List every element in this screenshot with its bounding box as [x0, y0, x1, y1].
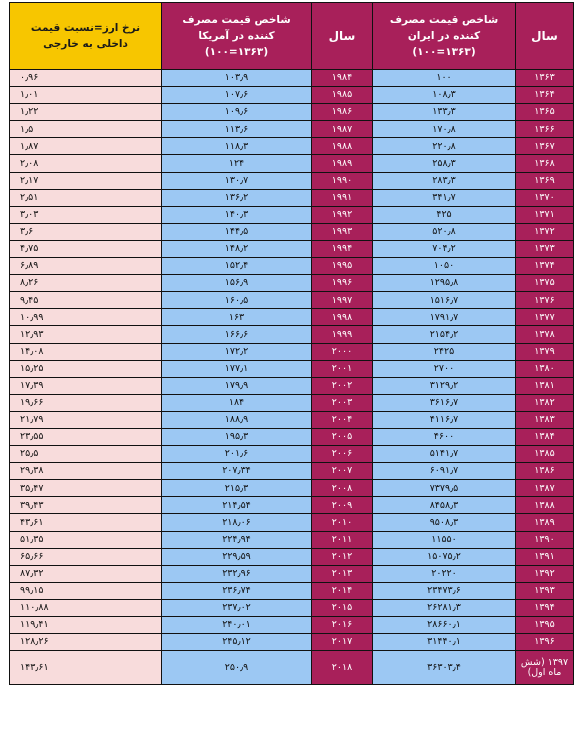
cell-iran-cpi: ۸۴۵۸٫۳: [373, 497, 516, 514]
cell-exchange-rate: ۳۵٫۴۷: [10, 480, 162, 497]
cell-iran-year: ۱۳۶۳: [516, 70, 574, 87]
cell-iran-cpi: ۲۲۰٫۸: [373, 138, 516, 155]
cell-iran-cpi: ۴۶۰۰: [373, 428, 516, 445]
cell-us-cpi: ۲۲۴٫۹۴: [162, 531, 312, 548]
cell-iran-year: ۱۳۹۲: [516, 565, 574, 582]
cell-iran-cpi: ۲۶۲۸۱٫۳: [373, 599, 516, 616]
cell-us-year: ۲۰۱۷: [312, 634, 373, 651]
cell-iran-year: ۱۳۸۷: [516, 480, 574, 497]
table-row: [10, 394, 574, 411]
cell-us-cpi: ۲۰۷٫۳۴: [162, 463, 312, 480]
cell-us-cpi: ۱۰۳٫۹: [162, 70, 312, 87]
cell-exchange-rate: ۹٫۴۵: [10, 292, 162, 309]
table-row: [10, 121, 574, 138]
cell-iran-year: ۱۳۷۳: [516, 240, 574, 257]
table-row: [10, 87, 574, 104]
cell-exchange-rate: ۱٫۸۷: [10, 138, 162, 155]
cell-iran-year: ۱۳۸۰: [516, 360, 574, 377]
cell-us-cpi: ۲۰۱٫۶: [162, 446, 312, 463]
cell-exchange-rate: ۰٫۹۶: [10, 70, 162, 87]
table-row: [10, 206, 574, 223]
cell-exchange-rate: ۱٫۲۲: [10, 104, 162, 121]
cell-iran-cpi: ۲۸۳٫۳: [373, 172, 516, 189]
cpi-table-container: [9, 2, 569, 685]
cell-us-cpi: ۱۷۲٫۲: [162, 343, 312, 360]
cell-exchange-rate: ۲۳٫۵۵: [10, 428, 162, 445]
cell-iran-year: ۱۳۷۵: [516, 275, 574, 292]
cell-iran-cpi: ۱۰۸٫۳: [373, 87, 516, 104]
cell-us-cpi: ۱۷۷٫۱: [162, 360, 312, 377]
table-row: [10, 634, 574, 651]
table-row: [10, 172, 574, 189]
cell-us-cpi: ۱۳۶٫۲: [162, 189, 312, 206]
table-row: [10, 377, 574, 394]
cell-exchange-rate: ۵۱٫۳۵: [10, 531, 162, 548]
cell-iran-year: ۱۳۸۳: [516, 411, 574, 428]
cell-iran-cpi: ۲۵۸٫۳: [373, 155, 516, 172]
cell-iran-year: ۱۳۸۵: [516, 446, 574, 463]
cell-exchange-rate: ۴۳٫۶۱: [10, 514, 162, 531]
cell-us-cpi: ۱۱۳٫۶: [162, 121, 312, 138]
table-row: [10, 326, 574, 343]
cell-us-cpi: ۲۴۵٫۱۲: [162, 634, 312, 651]
table-row: [10, 292, 574, 309]
cell-iran-year: ۱۳۶۵: [516, 104, 574, 121]
cell-exchange-rate: ۱۲٫۹۳: [10, 326, 162, 343]
cell-us-cpi: ۲۱۴٫۵۴: [162, 497, 312, 514]
cell-iran-cpi: ۱۷۹۱٫۷: [373, 309, 516, 326]
table-row: [10, 565, 574, 582]
table-row: [10, 582, 574, 599]
cell-exchange-rate: ۱۱۹٫۴۱: [10, 617, 162, 634]
cell-iran-year: ۱۳۸۴: [516, 428, 574, 445]
cell-us-year: ۱۹۹۳: [312, 223, 373, 240]
cell-us-cpi: ۲۲۹٫۵۹: [162, 548, 312, 565]
cell-iran-year: ۱۳۹۳: [516, 582, 574, 599]
cell-iran-cpi: ۱۷۰٫۸: [373, 121, 516, 138]
cell-iran-cpi: ۳۶۳۰۳٫۴: [373, 651, 516, 685]
cell-us-year: ۲۰۰۴: [312, 411, 373, 428]
cell-iran-cpi: ۴۲۵: [373, 206, 516, 223]
cell-iran-cpi: ۲۳۴۷۳٫۶: [373, 582, 516, 599]
cell-us-year: ۲۰۱۶: [312, 617, 373, 634]
cell-exchange-rate: ۱٫۰۱: [10, 87, 162, 104]
cell-iran-cpi: ۵۲۰٫۸: [373, 223, 516, 240]
cell-us-cpi: ۲۳۶٫۷۴: [162, 582, 312, 599]
cell-exchange-rate: ۳۹٫۴۳: [10, 497, 162, 514]
cell-exchange-rate: ۱۷٫۳۹: [10, 377, 162, 394]
cell-iran-year: ۱۳۷۷: [516, 309, 574, 326]
cell-us-year: ۱۹۹۵: [312, 258, 373, 275]
cell-us-year: ۲۰۰۹: [312, 497, 373, 514]
cell-us-cpi: ۱۰۹٫۶: [162, 104, 312, 121]
cell-iran-year: ۱۳۹۴: [516, 599, 574, 616]
cell-us-cpi: ۱۷۹٫۹: [162, 377, 312, 394]
table-row: [10, 428, 574, 445]
table-row: [10, 70, 574, 87]
cell-us-year: ۱۹۹۶: [312, 275, 373, 292]
cell-iran-year: ۱۳۹۱: [516, 548, 574, 565]
cell-iran-cpi: ۲۸۶۶۰٫۱: [373, 617, 516, 634]
cell-us-year: ۱۹۸۵: [312, 87, 373, 104]
table-row: [10, 480, 574, 497]
cell-iran-year: ۱۳۸۸: [516, 497, 574, 514]
table-row: [10, 155, 574, 172]
cell-us-cpi: ۱۶۳: [162, 309, 312, 326]
cell-us-cpi: ۱۰۷٫۶: [162, 87, 312, 104]
cell-iran-cpi: ۷۳۷۹٫۵: [373, 480, 516, 497]
cell-iran-cpi: ۲۱۵۴٫۲: [373, 326, 516, 343]
cell-iran-year: ۱۳۶۴: [516, 87, 574, 104]
cell-iran-year: ۱۳۶۷: [516, 138, 574, 155]
cell-iran-year: ۱۳۷۰: [516, 189, 574, 206]
cell-us-year: ۲۰۰۶: [312, 446, 373, 463]
cell-us-year: ۱۹۸۸: [312, 138, 373, 155]
table-row: [10, 360, 574, 377]
table-row: [10, 189, 574, 206]
cell-iran-year: ۱۳۸۶: [516, 463, 574, 480]
cell-us-year: ۱۹۸۶: [312, 104, 373, 121]
cell-exchange-rate: ۲٫۰۸: [10, 155, 162, 172]
cell-iran-cpi: ۲۴۲۵: [373, 343, 516, 360]
header-iran-cpi: شاخص قیمت مصرف کننده در ایران (۱۳۶۳=۱۰۰): [373, 3, 516, 70]
table-row: [10, 599, 574, 616]
cell-iran-cpi: ۹۵۰۸٫۳: [373, 514, 516, 531]
cell-exchange-rate: ۶٫۸۹: [10, 258, 162, 275]
cell-exchange-rate: ۳٫۰۳: [10, 206, 162, 223]
cell-us-year: ۲۰۰۳: [312, 394, 373, 411]
cell-iran-year: ۱۳۹۶: [516, 634, 574, 651]
cell-iran-cpi: ۱۰۵۰: [373, 258, 516, 275]
table-row: [10, 463, 574, 480]
cell-us-year: ۱۹۹۸: [312, 309, 373, 326]
cell-exchange-rate: ۸٫۲۶: [10, 275, 162, 292]
cell-exchange-rate: ۶۵٫۶۶: [10, 548, 162, 565]
table-row: [10, 223, 574, 240]
table-row: [10, 548, 574, 565]
cell-us-cpi: ۲۵۰٫۹: [162, 651, 312, 685]
cell-us-cpi: ۱۲۴: [162, 155, 312, 172]
cell-us-cpi: ۱۹۵٫۳: [162, 428, 312, 445]
table-row: [10, 309, 574, 326]
cell-us-cpi: ۲۴۰٫۰۱: [162, 617, 312, 634]
cell-iran-cpi: ۲۰۲۲۰: [373, 565, 516, 582]
cell-exchange-rate: ۲٫۵۱: [10, 189, 162, 206]
cell-iran-cpi: ۳۴۱٫۷: [373, 189, 516, 206]
cell-us-year: ۲۰۱۵: [312, 599, 373, 616]
cell-iran-cpi: ۱۵۰۷۵٫۲: [373, 548, 516, 565]
cell-us-cpi: ۲۱۵٫۳: [162, 480, 312, 497]
cell-iran-cpi: ۱۱۵۵۰: [373, 531, 516, 548]
header-us-cpi: شاخص قیمت مصرف کننده در آمریکا (۱۳۶۳=۱۰۰): [162, 3, 312, 70]
cell-us-year: ۱۹۹۴: [312, 240, 373, 257]
cell-exchange-rate: ۱۰٫۹۹: [10, 309, 162, 326]
table-row: [10, 240, 574, 257]
table-body: [10, 70, 574, 685]
table-row: [10, 514, 574, 531]
cell-us-year: ۲۰۰۷: [312, 463, 373, 480]
cell-iran-cpi: ۳۱۲۹٫۲: [373, 377, 516, 394]
cell-us-year: ۲۰۰۲: [312, 377, 373, 394]
cell-us-cpi: ۲۱۸٫۰۶: [162, 514, 312, 531]
cell-us-cpi: ۱۳۰٫۷: [162, 172, 312, 189]
table-row: [10, 343, 574, 360]
cell-us-year: ۲۰۰۵: [312, 428, 373, 445]
cell-us-year: ۱۹۹۰: [312, 172, 373, 189]
cell-iran-year: ۱۳۸۲: [516, 394, 574, 411]
cell-exchange-rate: ۸۷٫۳۲: [10, 565, 162, 582]
cell-exchange-rate: ۴٫۷۵: [10, 240, 162, 257]
cell-us-year: ۱۹۸۷: [312, 121, 373, 138]
cell-us-year: ۱۹۹۲: [312, 206, 373, 223]
cell-iran-year: ۱۳۷۲: [516, 223, 574, 240]
cell-iran-cpi: ۶۰۹۱٫۷: [373, 463, 516, 480]
cell-us-cpi: ۱۴۸٫۲: [162, 240, 312, 257]
cell-us-cpi: ۱۸۴: [162, 394, 312, 411]
cell-us-year: ۱۹۹۱: [312, 189, 373, 206]
header-us-year: سال: [312, 3, 373, 70]
cell-iran-cpi: ۱۰۰: [373, 70, 516, 87]
cell-exchange-rate: ۳٫۶: [10, 223, 162, 240]
cell-iran-cpi: ۳۶۱۶٫۷: [373, 394, 516, 411]
cell-us-cpi: ۲۳۷٫۰۲: [162, 599, 312, 616]
cell-us-year: ۲۰۱۲: [312, 548, 373, 565]
table-row: [10, 258, 574, 275]
cell-iran-cpi: ۲۷۰۰: [373, 360, 516, 377]
cell-iran-year: ۱۳۷۸: [516, 326, 574, 343]
cell-exchange-rate: ۱۹٫۶۶: [10, 394, 162, 411]
cell-us-cpi: ۱۴۴٫۵: [162, 223, 312, 240]
cell-us-cpi: ۱۸۸٫۹: [162, 411, 312, 428]
cell-exchange-rate: ۹۹٫۱۵: [10, 582, 162, 599]
cell-us-year: ۲۰۱۱: [312, 531, 373, 548]
table-row: [10, 411, 574, 428]
cell-iran-year: ۱۳۷۹: [516, 343, 574, 360]
cell-us-cpi: ۱۶۶٫۶: [162, 326, 312, 343]
cell-us-cpi: ۱۴۰٫۳: [162, 206, 312, 223]
cell-us-year: ۲۰۱۳: [312, 565, 373, 582]
cell-exchange-rate: ۲۵٫۵: [10, 446, 162, 463]
cell-iran-cpi: ۳۱۴۴۰٫۱: [373, 634, 516, 651]
cell-exchange-rate: ۱۱۰٫۸۸: [10, 599, 162, 616]
cell-iran-year: ۱۳۶۸: [516, 155, 574, 172]
table-row: [10, 651, 574, 685]
cell-us-year: ۲۰۱۸: [312, 651, 373, 685]
cell-iran-year: ۱۳۸۱: [516, 377, 574, 394]
cell-us-year: ۲۰۰۱: [312, 360, 373, 377]
cell-iran-year: ۱۳۷۱: [516, 206, 574, 223]
cell-iran-year: ۱۳۶۶: [516, 121, 574, 138]
table-row: [10, 531, 574, 548]
cell-exchange-rate: ۱۴٫۰۸: [10, 343, 162, 360]
cell-us-year: ۲۰۰۸: [312, 480, 373, 497]
table-row: [10, 275, 574, 292]
cell-us-year: ۲۰۱۰: [312, 514, 373, 531]
table-row: [10, 497, 574, 514]
cell-iran-year: ۱۳۹۰: [516, 531, 574, 548]
cell-iran-cpi: ۷۰۴٫۲: [373, 240, 516, 257]
table-row: [10, 617, 574, 634]
cell-us-year: ۱۹۸۹: [312, 155, 373, 172]
cell-exchange-rate: ۲۹٫۳۸: [10, 463, 162, 480]
cell-exchange-rate: ۱۲۸٫۲۶: [10, 634, 162, 651]
cell-iran-year: ۱۳۶۹: [516, 172, 574, 189]
cell-iran-cpi: ۱۳۳٫۳: [373, 104, 516, 121]
cell-us-year: ۲۰۰۰: [312, 343, 373, 360]
table-row: [10, 104, 574, 121]
cell-exchange-rate: ۲٫۱۷: [10, 172, 162, 189]
cell-iran-cpi: ۴۱۱۶٫۷: [373, 411, 516, 428]
cell-iran-year: ۱۳۷۴: [516, 258, 574, 275]
cell-iran-year: ۱۳۹۷ (شش ماه اول): [516, 651, 574, 685]
cell-exchange-rate: ۱٫۵: [10, 121, 162, 138]
cell-us-cpi: ۱۵۶٫۹: [162, 275, 312, 292]
cell-us-year: ۱۹۹۷: [312, 292, 373, 309]
header-row: [10, 3, 574, 70]
cell-exchange-rate: ۱۵٫۲۵: [10, 360, 162, 377]
cell-iran-cpi: ۱۵۱۶٫۷: [373, 292, 516, 309]
cell-exchange-rate: ۲۱٫۷۹: [10, 411, 162, 428]
header-exchange-rate: نرخ ارز=نسبت قیمت داخلی به خارجی: [10, 3, 162, 70]
cell-us-cpi: ۲۳۲٫۹۶: [162, 565, 312, 582]
cell-us-year: ۲۰۱۴: [312, 582, 373, 599]
cell-exchange-rate: ۱۴۳٫۶۱: [10, 651, 162, 685]
table-row: [10, 446, 574, 463]
table-row: [10, 138, 574, 155]
cell-iran-cpi: ۵۱۴۱٫۷: [373, 446, 516, 463]
cell-iran-year: ۱۳۸۹: [516, 514, 574, 531]
cell-us-cpi: ۱۵۲٫۴: [162, 258, 312, 275]
header-iran-year: سال: [516, 3, 574, 70]
cell-us-cpi: ۱۶۰٫۵: [162, 292, 312, 309]
cpi-exchange-rate-table: [9, 2, 574, 685]
cell-iran-year: ۱۳۹۵: [516, 617, 574, 634]
cell-us-year: ۱۹۸۴: [312, 70, 373, 87]
cell-iran-cpi: ۱۲۹۵٫۸: [373, 275, 516, 292]
cell-us-cpi: ۱۱۸٫۳: [162, 138, 312, 155]
cell-iran-year: ۱۳۷۶: [516, 292, 574, 309]
cell-us-year: ۱۹۹۹: [312, 326, 373, 343]
